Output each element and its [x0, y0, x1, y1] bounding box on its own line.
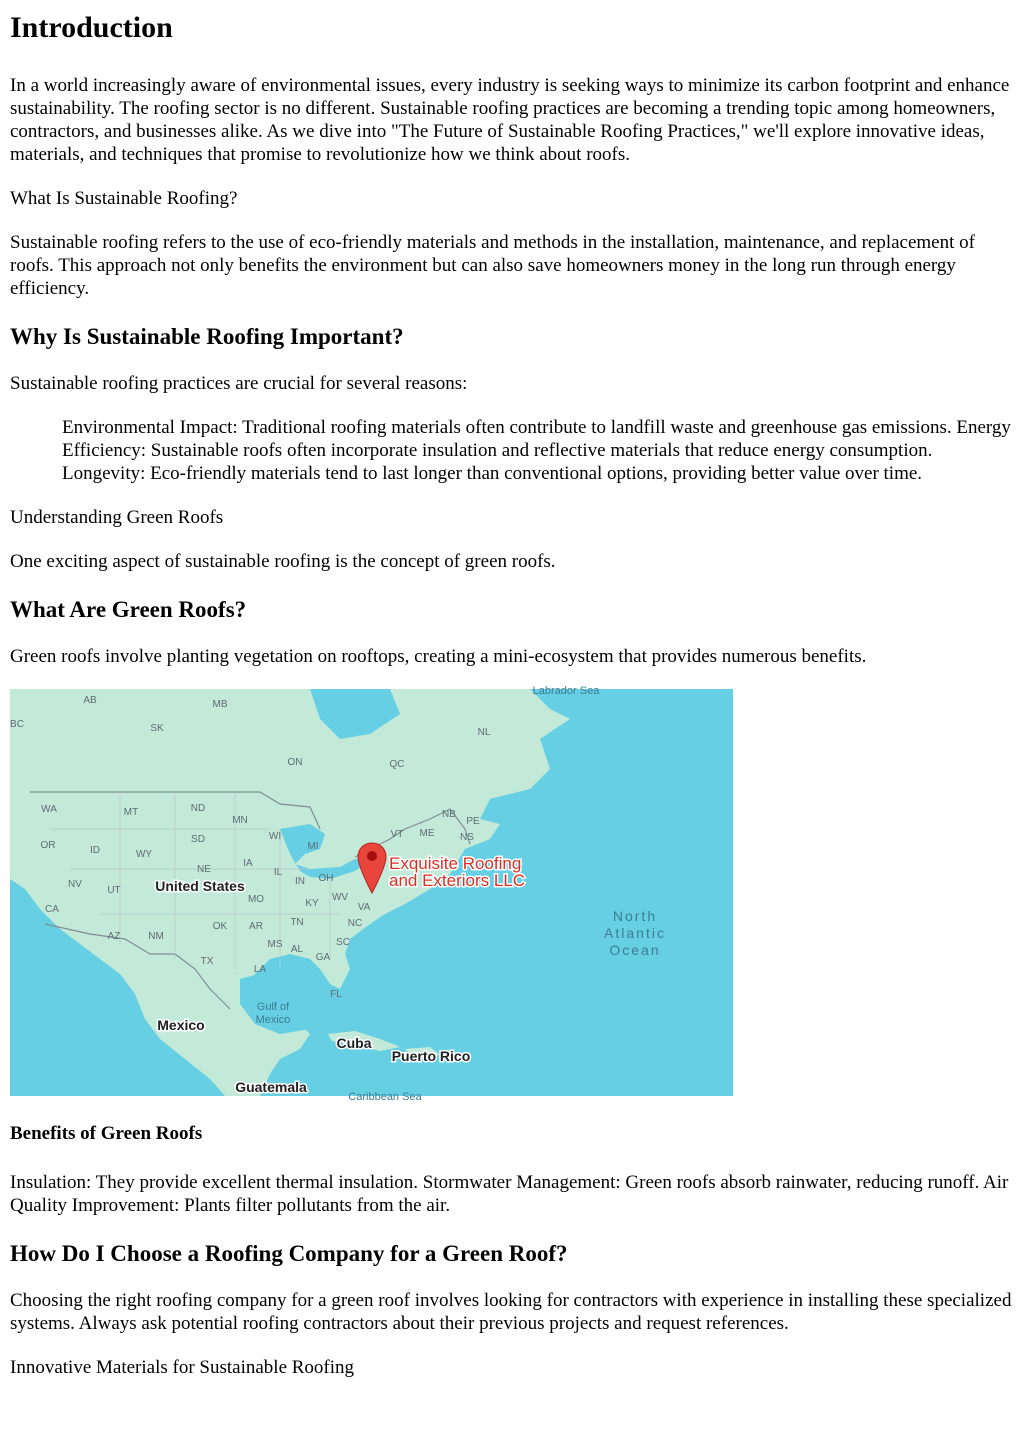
map-label-al: AL	[290, 944, 304, 955]
map-label-mn: MN	[232, 815, 248, 826]
pin-label-line1[interactable]: Exquisite Roofing	[389, 854, 522, 873]
map-label-in: IN	[295, 876, 305, 887]
map-label-ca: CA	[45, 904, 59, 915]
map-country-mexico: Mexico	[157, 1017, 205, 1033]
map-label-nc: NC	[347, 918, 363, 929]
gulf-label	[256, 1001, 291, 1026]
map-label-az: AZ	[107, 931, 121, 942]
why-reasons-quote: Environmental Impact: Traditional roofing materials often contribute to landfill waste and greenhouse gas emissions. Energy Efficiency: Sustainable roofs often incorporate insulation and reflective materials that reduce energy consumption. Longevity: Eco-friendly materials tend to last longer than conventional options, providing better value over time.	[62, 417, 1011, 484]
ocean-label	[604, 908, 666, 958]
map-label-oh: OH	[318, 873, 334, 884]
map-label-id: ID	[90, 845, 100, 856]
what-green-paragraph: Green roofs involve planting vegetation on rooftops, creating a mini-ecosystem that provides numerous benefits.	[10, 646, 867, 667]
map-label-wi: WI	[268, 831, 282, 842]
map-label-fl: FL	[330, 989, 342, 1000]
map-label-sc: SC	[336, 937, 350, 948]
map-label-pe: PE	[466, 816, 480, 827]
map-label-ky: KY	[305, 898, 319, 909]
caribbean-label: Caribbean Sea	[348, 1091, 422, 1103]
map-country-cuba: Cuba	[336, 1035, 372, 1051]
map-country-united-states: United States	[155, 878, 245, 894]
map-label-nb: NB	[442, 809, 456, 820]
gulf-line2: Mexico	[255, 1014, 291, 1026]
benefits-paragraph: Insulation: They provide excellent thermal insulation. Stormwater Management: Green roofs absorb rainwater, reducing runoff. Air Quality Improvement: Plants filter pollutants from the air.	[10, 1172, 1009, 1216]
pin-label-line2[interactable]: and Exteriors LLC	[389, 871, 526, 890]
what-is-paragraph: Sustainable roofing refers to the use of eco-friendly materials and methods in the installation, maintenance, and replacement of roofs. This approach not only benefits the environment but can also save homeowners money in the long run through energy efficiency.	[10, 232, 975, 299]
map-label-on: ON	[287, 757, 303, 768]
map-label-mi: MI	[307, 841, 319, 852]
page-title: Introduction	[10, 11, 173, 44]
ocean-line1: North	[612, 908, 658, 924]
map-label-mt: MT	[123, 807, 139, 818]
map-country-puerto-rico: Puerto Rico	[391, 1048, 471, 1064]
map-label-wa: WA	[41, 804, 57, 815]
map-label-me: ME	[419, 828, 435, 839]
map-label-ne: NE	[197, 864, 211, 875]
map-label-nv: NV	[68, 879, 82, 890]
choose-paragraph: Choosing the right roofing company for a green roof involves looking for contractors with experience in installing these specialized systems. Always ask potential roofing contractors about their previous projects and request references.	[10, 1290, 1012, 1334]
map-label-ut: UT	[107, 885, 121, 896]
map-label-bc: BC	[10, 719, 24, 730]
ocean-line2: Atlantic	[604, 925, 666, 941]
map-label-la: LA	[253, 964, 267, 975]
map-label-wv: WV	[331, 892, 349, 903]
map-label-ga: GA	[315, 952, 331, 963]
green-roofs-heading: Understanding Green Roofs	[10, 507, 224, 528]
labrador-label: Labrador Sea	[532, 685, 600, 697]
map-label-or: OR	[40, 840, 56, 851]
map-label-ms: MS	[267, 939, 283, 950]
map-label-ok: OK	[212, 921, 228, 932]
map-label-tx: TX	[200, 956, 214, 967]
gulf-line1: Gulf of	[256, 1001, 290, 1013]
map-label-nm: NM	[148, 931, 164, 942]
map-label-ar: AR	[249, 921, 263, 932]
what-green-heading: What Are Green Roofs?	[10, 597, 247, 622]
map-label-nd: ND	[190, 803, 206, 814]
why-heading: Why Is Sustainable Roofing Important?	[10, 324, 404, 349]
map-label-qc: QC	[389, 759, 405, 770]
map-label-il: IL	[273, 867, 283, 878]
map-label-sk: SK	[150, 723, 164, 734]
map-label-va: VA	[357, 902, 371, 913]
map-label-wy: WY	[135, 849, 153, 860]
innovative-heading: Innovative Materials for Sustainable Roofing	[10, 1357, 355, 1378]
map-label-ns: NS	[460, 832, 474, 843]
map-label-ia: IA	[243, 858, 253, 869]
choose-heading: How Do I Choose a Roofing Company for a Green Roof?	[10, 1241, 568, 1266]
ocean-line3: Ocean	[609, 942, 661, 958]
map-label-tn: TN	[290, 917, 304, 928]
what-is-heading: What Is Sustainable Roofing?	[10, 188, 238, 209]
map-label-mo: MO	[247, 894, 265, 905]
map-label-nl: NL	[477, 727, 491, 738]
intro-paragraph: In a world increasingly aware of environmental issues, every industry is seeking ways to minimize its carbon footprint and enhance sustainability. The roofing sector is no different. Sustainable roofing practices are becoming a trending topic among homeowners, contractors, and businesses alike. As we dive into "The Future of Sustainable Roofing Practices," we'll explore innovative ideas, materials, and techniques that promise to revolutionize how we think about roofs.	[10, 75, 1010, 165]
location-map[interactable]	[10, 685, 733, 1103]
map-label-vt: VT	[390, 829, 404, 840]
map-country-guatemala: Guatemala	[235, 1079, 307, 1095]
map-label-sd: SD	[191, 834, 205, 845]
map-label-mb: MB	[212, 699, 228, 710]
map-label-ab: AB	[83, 695, 97, 706]
why-paragraph: Sustainable roofing practices are crucial for several reasons:	[10, 373, 468, 394]
benefits-heading: Benefits of Green Roofs	[10, 1123, 203, 1144]
map-svg[interactable]	[10, 685, 733, 1103]
green-roofs-paragraph: One exciting aspect of sustainable roofing is the concept of green roofs.	[10, 551, 556, 572]
